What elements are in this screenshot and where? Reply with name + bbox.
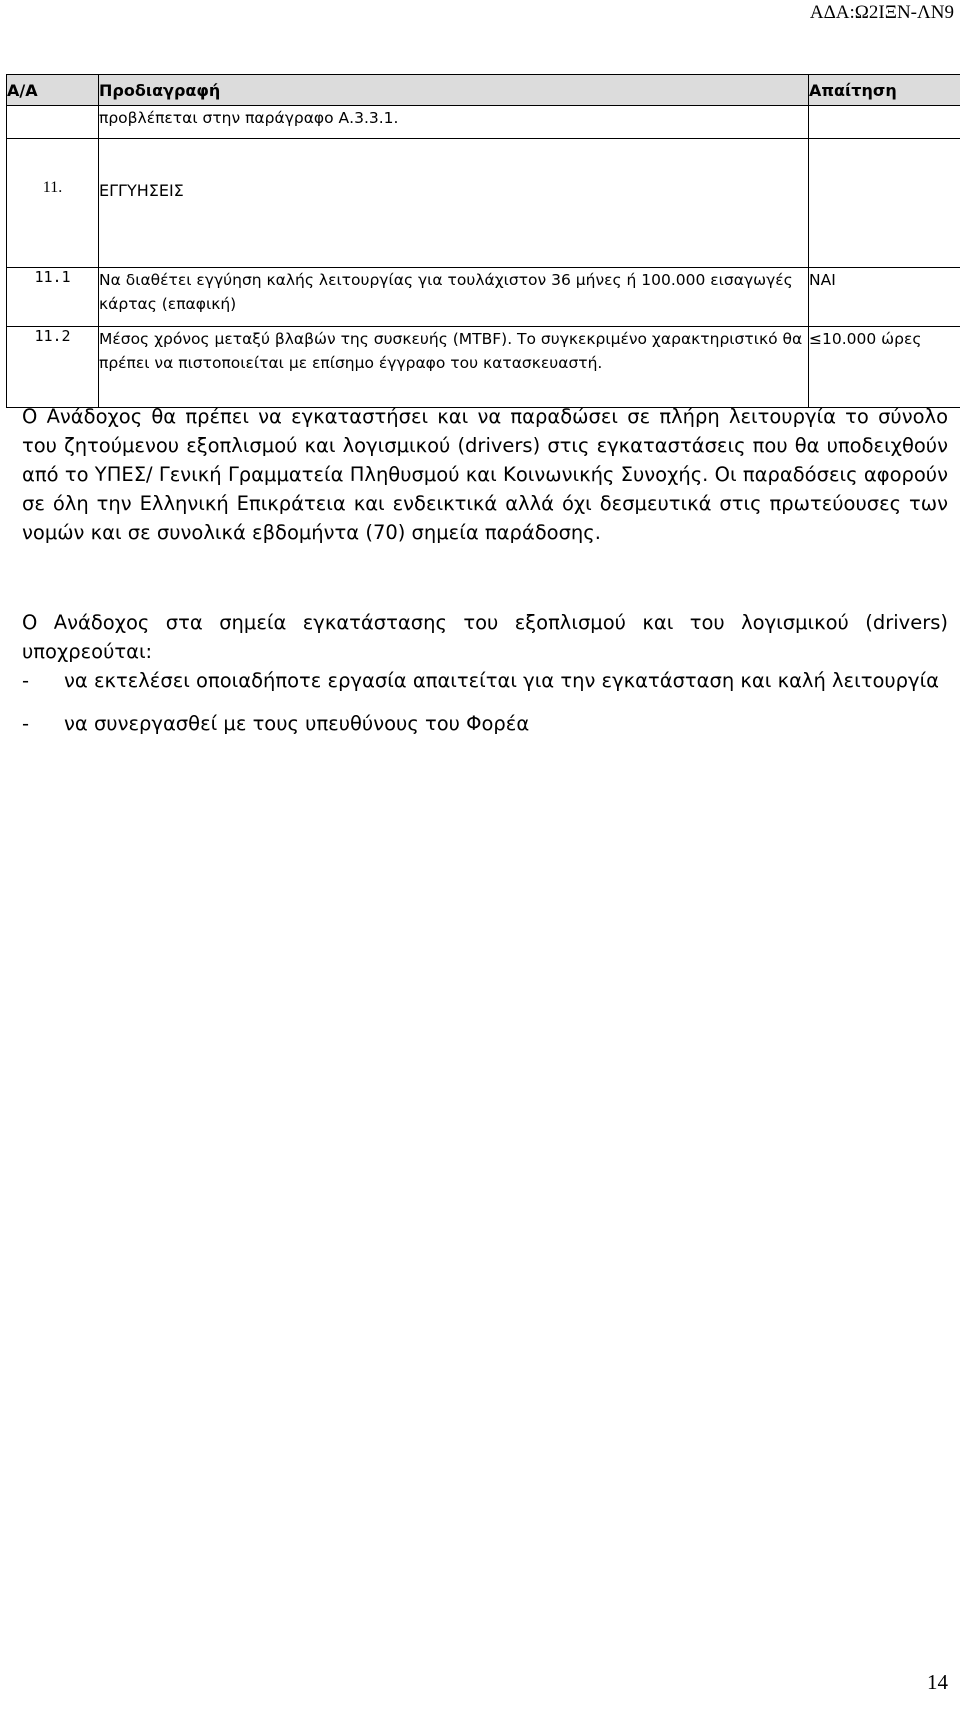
list-item-text: να συνεργασθεί με τους υπευθύνους του Φορέα [64, 712, 530, 735]
table-header-row [7, 75, 960, 106]
row-number: 11.2 [7, 327, 99, 408]
table-row [7, 106, 960, 139]
row-requirement: ≤10.000 ώρες [809, 327, 960, 408]
section-row [7, 139, 960, 268]
cell-empty [7, 106, 99, 139]
list-bullet: - [22, 712, 30, 735]
list-item [22, 666, 948, 695]
section-number: 11. [7, 139, 99, 268]
table-row [7, 268, 960, 327]
list-item [22, 709, 948, 738]
paragraph-delivery: Ο Ανάδοχος θα πρέπει να εγκαταστήσει και να παραδώσει σε πλήρη λειτουργία το σύνολο του ζητούμενου εξοπλισμού και λογισμικού (drivers) στις εγκαταστάσεις που θα υποδειχθούν από το ΥΠΕΣ/ Γενική Γραμματεία Πληθυσμού και Κοινωνικής Συνοχής. Οι παραδόσεις αφορούν σε όλη την Ελληνική Επικράτεια και ενδεικτικά αλλά όχι δεσμευτικά στις πρωτεύουσες των νομών και σε συνολικά εβδομήντα (70) σημεία παράδοσης. [22, 405, 948, 544]
paragraph-obligations [22, 608, 948, 738]
list-item-text: να εκτελέσει οποιαδήποτε εργασία απαιτείται για την εγκατάσταση και καλή λειτουργία [64, 669, 940, 692]
specifications-table [6, 74, 960, 408]
section-title: ΕΓΓΥΗΣΕΙΣ [99, 139, 809, 268]
row-spec: Μέσος χρόνος μεταξύ βλαβών της συσκευής (MTBF). Το συγκεκριμένο χαρακτηριστικό θα πρέπει να πιστοποιείται με επίσημο έγγραφο του κατασκευαστή. [99, 327, 809, 408]
row-requirement: ΝΑΙ [809, 268, 960, 327]
ada-code: ΑΔΑ:Ω2ΙΞΝ-ΛΝ9 [809, 2, 954, 23]
cell-empty [809, 106, 960, 139]
header-spec: Προδιαγραφή [99, 75, 809, 106]
header-req: Απαίτηση [809, 75, 960, 106]
table-row [7, 327, 960, 408]
obligations-intro: Ο Ανάδοχος στα σημεία εγκατάστασης του εξοπλισμού και του λογισμικού (drivers) υποχρεούται: [22, 611, 948, 663]
cell-continuation: προβλέπεται στην παράγραφο Α.3.3.1. [99, 106, 809, 139]
row-number: 11.1 [7, 268, 99, 327]
row-spec: Να διαθέτει εγγύηση καλής λειτουργίας για τουλάχιστον 36 μήνες ή 100.000 εισαγωγές κάρτας (επαφική) [99, 268, 809, 327]
cell-empty [809, 139, 960, 268]
page-number: 14 [927, 1670, 948, 1694]
header-aa: Α/Α [7, 75, 99, 106]
list-bullet: - [22, 669, 30, 692]
